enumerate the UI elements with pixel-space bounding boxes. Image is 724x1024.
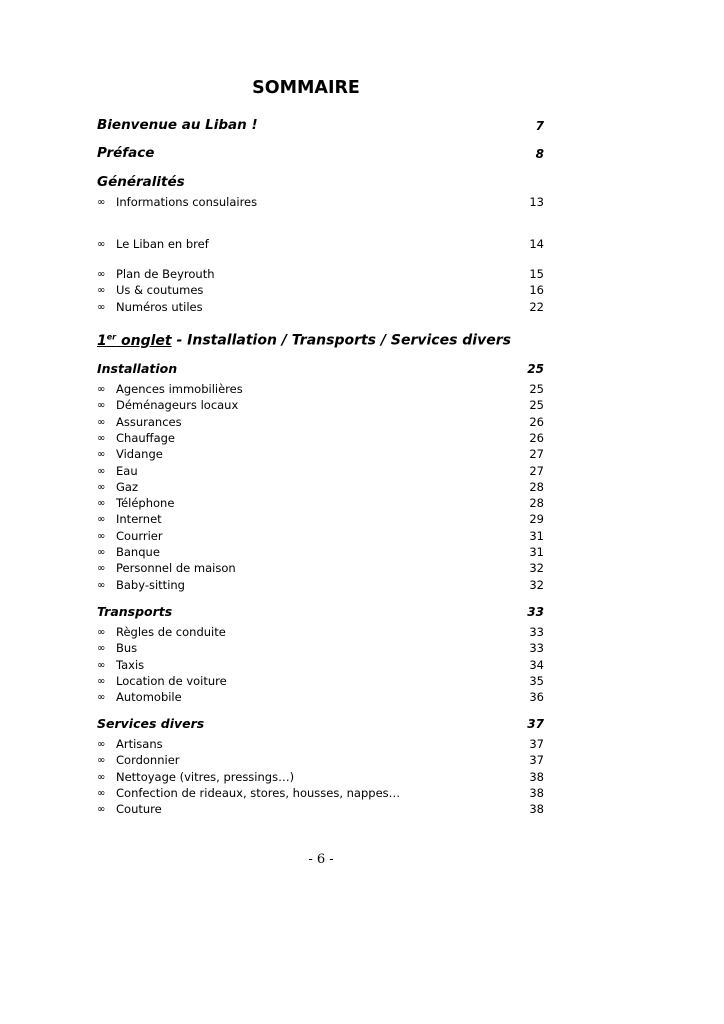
toc-entry-label: Taxis (116, 657, 145, 672)
toc-entry-page: 28 (529, 496, 544, 511)
tab-word: onglet (121, 332, 172, 349)
toc-entry[interactable] (97, 641, 544, 657)
toc-entry-label: Agences immobilières (116, 382, 243, 396)
toc-section-page: 33 (527, 605, 544, 619)
toc-entry-label: Plan de Beyrouth (116, 267, 215, 281)
toc-entry-page: 35 (529, 673, 544, 688)
toc-entry-label: Nettoyage (vitres, pressings…) (116, 769, 295, 784)
toc-entry[interactable] (97, 512, 544, 528)
toc-entry-page: 34 (529, 657, 544, 672)
toc-entry[interactable] (97, 237, 544, 253)
infinity-bullet-icon: ∞ (97, 285, 106, 296)
toc-entry[interactable] (97, 300, 544, 316)
toc-entry[interactable] (97, 545, 544, 561)
toc-entry[interactable] (97, 674, 544, 690)
toc-entry[interactable] (97, 431, 544, 447)
toc-entry[interactable] (97, 382, 544, 398)
toc-entry-label: Confection de rideaux, stores, housses, nappes… (116, 785, 401, 800)
toc-chapter-bienvenue[interactable]: Bienvenue au Liban ! (97, 117, 258, 133)
infinity-bullet-icon: ∞ (97, 530, 106, 542)
toc-entry-page: 22 (529, 300, 544, 314)
toc-entry-label: Internet (116, 512, 162, 527)
infinity-bullet-icon: ∞ (97, 643, 106, 655)
toc-entry[interactable] (97, 802, 544, 818)
infinity-bullet-icon: ∞ (97, 465, 106, 477)
infinity-bullet-icon: ∞ (97, 563, 106, 575)
toc-entry-page: 37 (529, 737, 544, 751)
toc-entry-label: Gaz (116, 479, 138, 494)
page-number: - 6 - (308, 852, 334, 867)
toc-entry-page: 26 (529, 414, 544, 429)
infinity-bullet-icon: ∞ (97, 416, 106, 428)
toc-entry[interactable] (97, 658, 544, 674)
tab-ordinal-suffix: er (106, 332, 117, 341)
toc-entry-label: Chauffage (116, 430, 175, 445)
toc-entry[interactable] (97, 737, 544, 753)
toc-entry-page: 25 (529, 382, 544, 396)
toc-entry[interactable] (97, 561, 544, 577)
toc-entry-label: Règles de conduite (116, 625, 226, 639)
infinity-bullet-icon: ∞ (97, 400, 106, 412)
toc-entry-page: 32 (529, 561, 544, 576)
toc-entry-label: Cordonnier (116, 753, 180, 768)
toc-entry[interactable] (97, 625, 544, 641)
infinity-bullet-icon: ∞ (97, 432, 106, 444)
infinity-bullet-icon: ∞ (97, 804, 106, 816)
toc-entry-label: Eau (116, 463, 138, 478)
toc-entry-label: Personnel de maison (116, 561, 236, 576)
infinity-bullet-icon: ∞ (97, 739, 106, 750)
toc-entry-page: 38 (529, 802, 544, 817)
toc-entry-page: 28 (529, 479, 544, 494)
toc-entry-page: 32 (529, 577, 544, 592)
infinity-bullet-icon: ∞ (97, 771, 106, 783)
toc-entry[interactable] (97, 770, 544, 786)
toc-entry-page: 15 (529, 267, 544, 281)
toc-entry[interactable] (97, 529, 544, 545)
tab-number: 1 (97, 332, 107, 349)
toc-section-services-divers[interactable]: Services divers (97, 716, 205, 731)
infinity-bullet-icon: ∞ (97, 449, 106, 461)
toc-entry-page: 26 (529, 430, 544, 445)
toc-section-page: 25 (527, 362, 544, 376)
infinity-bullet-icon: ∞ (97, 302, 106, 313)
toc-entry[interactable] (97, 195, 544, 211)
toc-entry-label: Vidange (116, 447, 163, 462)
infinity-bullet-icon: ∞ (97, 755, 106, 767)
infinity-bullet-icon: ∞ (97, 384, 106, 395)
infinity-bullet-icon: ∞ (97, 498, 106, 510)
toc-entry-label: Location de voiture (116, 673, 227, 688)
toc-entry[interactable] (97, 267, 544, 283)
toc-entry[interactable] (97, 447, 544, 463)
toc-entry-label: Baby-sitting (116, 577, 185, 592)
toc-entry-label: Numéros utiles (116, 300, 203, 314)
infinity-bullet-icon: ∞ (97, 579, 106, 591)
toc-chapter-preface[interactable]: Préface (97, 145, 155, 161)
toc-entry-page: 13 (529, 195, 544, 209)
toc-entry-page: 33 (529, 625, 544, 639)
toc-section-installation[interactable]: Installation (97, 361, 178, 376)
toc-entry-label: Couture (116, 802, 162, 817)
infinity-bullet-icon: ∞ (97, 627, 106, 638)
toc-entry-page: 27 (529, 463, 544, 478)
toc-entry-label: Artisans (116, 737, 163, 751)
toc-entry-label: Automobile (116, 690, 182, 705)
toc-entry[interactable] (97, 480, 544, 496)
toc-entry-page: 27 (529, 447, 544, 462)
infinity-bullet-icon: ∞ (97, 675, 106, 687)
toc-entry-page: 25 (529, 398, 544, 413)
infinity-bullet-icon: ∞ (97, 239, 106, 250)
toc-entry[interactable] (97, 415, 544, 431)
toc-entry-page: 16 (529, 283, 544, 297)
toc-entry[interactable] (97, 283, 544, 299)
toc-section-page: 37 (527, 717, 544, 731)
infinity-bullet-icon: ∞ (97, 197, 106, 208)
toc-entry-label: Informations consulaires (116, 195, 258, 209)
toc-entry-page: 33 (529, 641, 544, 656)
toc-entry-page: 31 (529, 545, 544, 559)
infinity-bullet-icon: ∞ (97, 787, 106, 799)
toc-entry-page: 37 (529, 753, 544, 768)
infinity-bullet-icon: ∞ (97, 269, 106, 280)
infinity-bullet-icon: ∞ (97, 514, 106, 526)
toc-entry-page: 14 (529, 237, 544, 251)
toc-section-transports[interactable]: Transports (97, 604, 173, 619)
toc-entry-page: 29 (529, 512, 544, 527)
infinity-bullet-icon: ∞ (97, 692, 106, 704)
toc-entry-label: Assurances (116, 414, 182, 429)
infinity-bullet-icon: ∞ (97, 659, 106, 671)
page-title: SOMMAIRE (252, 78, 360, 98)
tab-subtitle: - Installation / Transports / Services divers (171, 332, 511, 349)
toc-entry-label: Banque (116, 545, 160, 559)
toc-entry-page: 38 (529, 769, 544, 784)
toc-entry[interactable] (97, 398, 544, 414)
toc-entry[interactable] (97, 690, 544, 706)
toc-entry-label: Téléphone (116, 496, 175, 511)
toc-entry[interactable] (97, 578, 544, 594)
toc-entry-label: Le Liban en bref (116, 237, 209, 251)
toc-chapter-generalites[interactable]: Généralités (97, 174, 185, 190)
infinity-bullet-icon: ∞ (97, 481, 106, 493)
toc-entry[interactable] (97, 464, 544, 480)
toc-entry[interactable] (97, 496, 544, 512)
toc-entry-label: Déménageurs locaux (116, 398, 239, 413)
infinity-bullet-icon: ∞ (97, 547, 106, 558)
toc-entry-label: Courrier (116, 528, 163, 543)
tab-title (97, 332, 511, 349)
toc-chapter-page: 7 (535, 119, 544, 133)
toc-entry-page: 38 (529, 785, 544, 800)
toc-entry-label: Us & coutumes (116, 283, 204, 297)
toc-chapter-page: 8 (535, 147, 544, 161)
toc-entry-page: 36 (529, 690, 544, 705)
toc-entry-label: Bus (116, 641, 138, 656)
toc-entry-page: 31 (529, 528, 544, 543)
toc-entry[interactable] (97, 753, 544, 769)
toc-entry[interactable] (97, 786, 544, 802)
